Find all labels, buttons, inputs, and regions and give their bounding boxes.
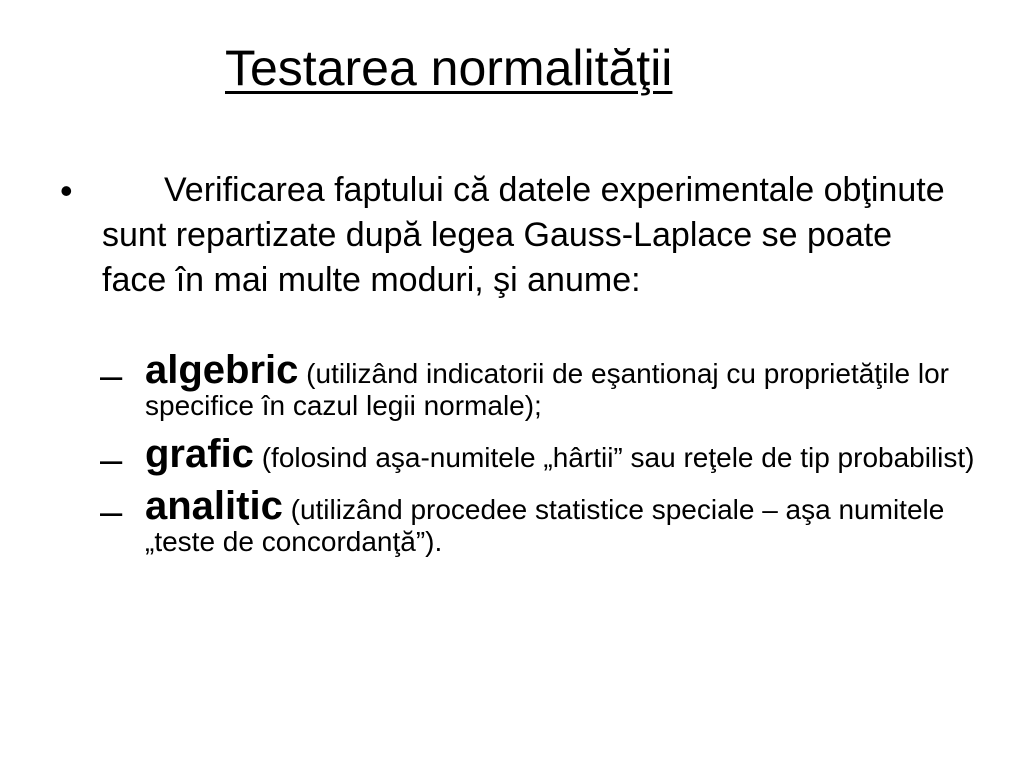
term-description: (utilizând indicatorii de eşantionaj cu proprietăţile lor specifice în cazul legii normale); [145, 358, 949, 421]
sub-bullet-algebric [100, 350, 980, 422]
term-label: grafic [145, 432, 254, 476]
dash-marker: – [100, 438, 123, 482]
slide-title: Testarea normalităţii [225, 40, 673, 96]
term-description: (folosind aşa-numitele „hârtii” sau reţele de tip probabilist) [253, 442, 975, 473]
sub-bullet-analitic [100, 486, 980, 558]
sub-bullet-grafic [100, 432, 980, 482]
term-label: algebric [145, 348, 299, 392]
main-bullet [60, 168, 960, 303]
dash-marker: – [100, 490, 123, 534]
bullet-marker: • [60, 170, 73, 211]
main-bullet-text-container [102, 168, 960, 303]
main-bullet-text: Verificarea faptului că datele experimentale obţinute sunt repartizate după legea Gauss-Laplace se poate face în mai multe moduri, şi anume: [102, 171, 945, 299]
term-label: analitic [145, 484, 283, 528]
dash-marker: – [100, 354, 123, 398]
term-description: (utilizând procedee statistice speciale – aşa numitele „teste de concordanţă”). [145, 494, 945, 557]
sub-bullet-list [100, 350, 980, 570]
